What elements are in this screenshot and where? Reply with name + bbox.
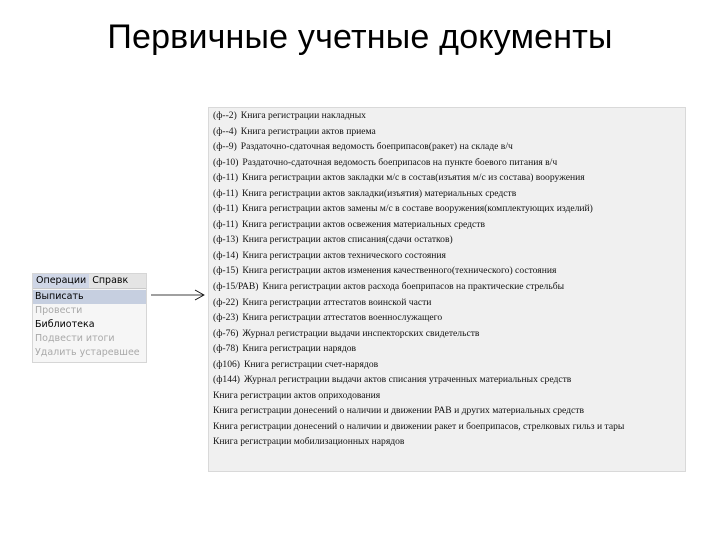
arrow-right-icon — [150, 288, 206, 302]
document-code: (ф--4) — [213, 125, 237, 137]
document-code: (ф-14) — [213, 249, 239, 261]
document-code: (ф-10) — [213, 156, 239, 168]
menu-item[interactable]: Подвести итоги — [35, 333, 115, 344]
document-name: Книга регистрации актов освежения материальных средств — [242, 218, 486, 230]
list-item[interactable] — [209, 248, 685, 264]
list-item[interactable] — [209, 357, 685, 373]
document-code: (ф-11) — [213, 172, 239, 184]
document-code: (ф-15) — [213, 265, 239, 277]
document-name: Книга регистрации накладных — [240, 110, 366, 121]
menu-items — [33, 289, 146, 361]
menu-item[interactable]: Выписать — [33, 290, 146, 304]
menu-operations[interactable]: Операции — [33, 274, 89, 288]
document-list — [208, 107, 686, 472]
document-name: Книга регистрации мобилизационных нарядов — [213, 436, 405, 448]
document-code: (ф144) — [213, 374, 240, 386]
list-item[interactable] — [209, 341, 685, 357]
document-name: Книга регистрации актов закладки м/с в состав(изъятия м/с из состава) вооружения — [242, 172, 585, 184]
document-code: (ф-15/РАВ) — [213, 281, 259, 293]
list-item[interactable] — [209, 419, 685, 435]
document-code: (ф--9) — [213, 141, 237, 153]
list-item[interactable] — [209, 310, 685, 326]
document-name: Книга регистрации актов расхода боеприпасов на практические стрельбы — [262, 281, 565, 293]
document-code: (ф-22) — [213, 296, 239, 308]
document-code: (ф-11) — [213, 218, 239, 230]
document-name: Книга регистрации счет-нарядов — [244, 358, 379, 370]
document-name: Книга регистрации актов оприходования — [213, 389, 381, 401]
list-item[interactable] — [209, 232, 685, 248]
menu-item[interactable]: Провести — [35, 305, 83, 316]
document-name: Книга регистрации актов замены м/с в составе вооружения(комплектующих изделий) — [242, 203, 593, 215]
list-item[interactable] — [209, 403, 685, 419]
menu-bar — [33, 274, 146, 289]
document-name: Книга регистрации актов технического состояния — [242, 249, 446, 261]
operations-menu — [32, 273, 147, 363]
document-name: Журнал регистрации выдачи инспекторских свидетельств — [242, 327, 480, 339]
menu-item[interactable]: Удалить устаревшее — [35, 347, 140, 358]
list-item[interactable] — [209, 434, 685, 450]
document-name: Книга регистрации актов изменения качественного(технического) состояния — [242, 265, 557, 277]
list-item[interactable] — [209, 372, 685, 388]
list-item[interactable] — [209, 326, 685, 342]
list-item[interactable] — [209, 263, 685, 279]
list-item[interactable] — [209, 155, 685, 171]
document-name: Книга регистрации аттестатов воинской части — [242, 296, 432, 308]
document-name: Книга регистрации аттестатов военнослужащего — [242, 312, 443, 324]
document-name: Книга регистрации донесений о наличии и движении РАВ и других материальных средств — [213, 405, 584, 417]
menu-help[interactable]: Справк — [92, 275, 129, 286]
document-name: Раздаточно-сдаточная ведомость боеприпасов(ракет) на складе в/ч — [240, 141, 513, 153]
list-item[interactable] — [209, 388, 685, 404]
document-name: Книга регистрации нарядов — [242, 343, 357, 355]
document-name: Журнал регистрации выдачи актов списания утраченных материальных средств — [244, 374, 572, 386]
document-code: (ф-23) — [213, 312, 239, 324]
document-name: Книга регистрации актов списания(сдачи остатков) — [242, 234, 453, 246]
document-name: Книга регистрации донесений о наличии и движении ракет и боеприпасов, стрелковых гильз и тары — [213, 420, 625, 432]
document-code: (ф-11) — [213, 203, 239, 215]
document-code: (ф--2) — [213, 110, 237, 121]
list-item[interactable] — [209, 139, 685, 155]
menu-item[interactable]: Библиотека — [35, 319, 95, 330]
list-item[interactable] — [209, 295, 685, 311]
document-code: (ф-78) — [213, 343, 239, 355]
list-item[interactable] — [209, 170, 685, 186]
list-item[interactable] — [209, 186, 685, 202]
list-item[interactable] — [209, 201, 685, 217]
document-name: Книга регистрации актов приема — [240, 125, 376, 137]
document-name: Раздаточно-сдаточная ведомость боеприпасов на пункте боевого питания в/ч — [242, 156, 558, 168]
document-code: (ф106) — [213, 358, 240, 370]
list-item[interactable] — [209, 217, 685, 233]
document-name: Книга регистрации актов закладки(изъятия) материальных средств — [242, 187, 517, 199]
list-item[interactable] — [209, 108, 685, 124]
document-code: (ф-13) — [213, 234, 239, 246]
slide-title: Первичные учетные документы — [107, 18, 613, 56]
document-code: (ф-11) — [213, 187, 239, 199]
document-code: (ф-76) — [213, 327, 239, 339]
list-item[interactable] — [209, 124, 685, 140]
list-item[interactable] — [209, 279, 685, 295]
